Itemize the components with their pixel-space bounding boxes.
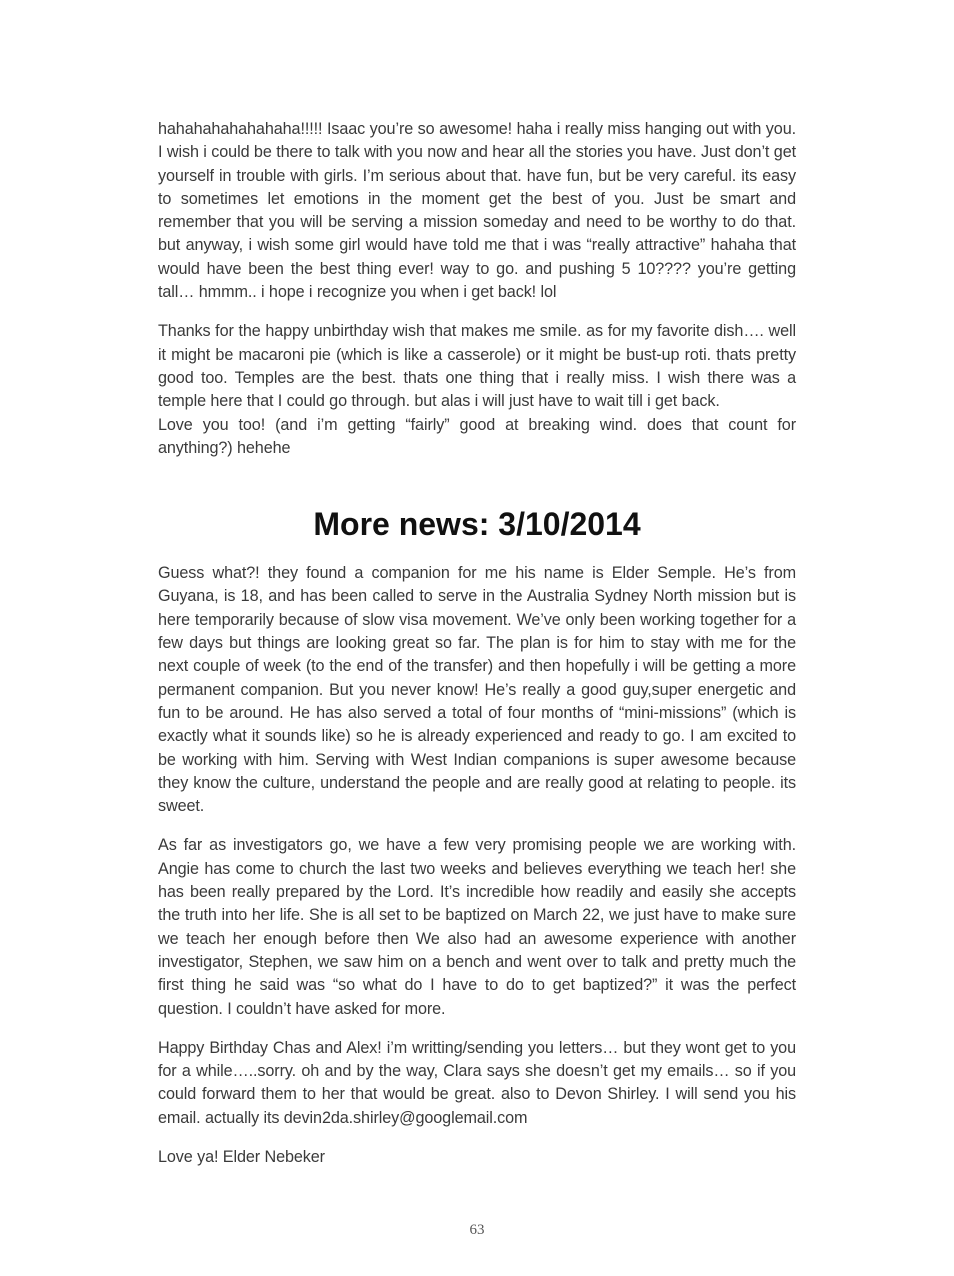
letter-paragraph-3: Love you too! (and i’m getting “fairly” good at breaking wind. does that count for anything?) hehehe xyxy=(158,415,796,457)
signature-line: Love ya! Elder Nebeker xyxy=(158,1147,325,1166)
section-paragraph-2: As far as investigators go, we have a few very promising people we are working with. Angie has come to church the last two weeks and believes everything we teach her! she has been really prepared by the Lord. It’s incredible how readily and easily she accepts the truth into her life. She is all set to be baptized on March 22, we just have to make sure we teach her enough before then We also had an awesome experience with another investigator, Stephen, we saw him on a bench and went over to talk and pretty much the first thing he said was “so what do I have to do to get baptized?” it was the perfect question. I couldn’t have asked for more. xyxy=(158,836,796,1018)
section-paragraph-1: Guess what?! they found a companion for me his name is Elder Semple. He’s from Guyana, is 18, and has been called to serve in the Australia Sydney North mission but is here temporarily because of slow visa movement. We’ve only been working together for a few days but things are looking great so far. The plan is for him to stay with me for the next couple of week (to the end of the transfer) and then hopefully i will be getting a more permanent companion. But you never know! He’s really a good guy,super energetic and fun to be around. He has also served a total of four months of “mini-missions” (which is exactly what it sounds like) so he is already experienced and ready to go. I am excited to be working with him. Serving with West Indian companions is super awesome because they know the culture, understand the people and are really good at relating to people. its sweet. xyxy=(158,564,796,816)
letter-paragraph-2: Thanks for the happy unbirthday wish that makes me smile. as for my favorite dish…. well it might be macaroni pie (which is like a casserole) or it might be bust-up roti. thats pretty good too. Temples are the best. thats one thing that i really miss. I wish there was a temple here that I could go through. but alas i will just have to wait till i get back. xyxy=(158,322,796,411)
letter-paragraph-1: hahahahahahahaha!!!!! Isaac you’re so awesome! haha i really miss hanging out with you. I wish i could be there to talk with you now and hear all the stories you have. Just don’t get yourself in trouble with girls. I’m serious about that. have fun, but be very careful. its easy to sometimes let emotions in the moment get the best of you. Just be smart and remember that you will be serving a mission someday and need to be worthy to do that. but anyway, i wish some girl would have told me that i was “really attractive” hahaha that would have been the best thing ever! way to go. and pushing 5 10???? you’re getting tall… hmmm.. i hope i recognize you when i get back! lol xyxy=(158,120,796,302)
page-body xyxy=(158,118,796,1169)
section-paragraph-3: Happy Birthday Chas and Alex! i’m writting/sending you letters… but they wont get to you for a while…..sorry. oh and by the way, Clara says she doesn’t get my emails… so if you could forward them to her that would be great. also to Devon Shirley. I will send you his email. actually its devin2da.shirley@googlemail.com xyxy=(158,1038,796,1127)
page-number: 63 xyxy=(469,1222,485,1238)
section-heading: More news: 3/10/2014 xyxy=(313,506,641,543)
